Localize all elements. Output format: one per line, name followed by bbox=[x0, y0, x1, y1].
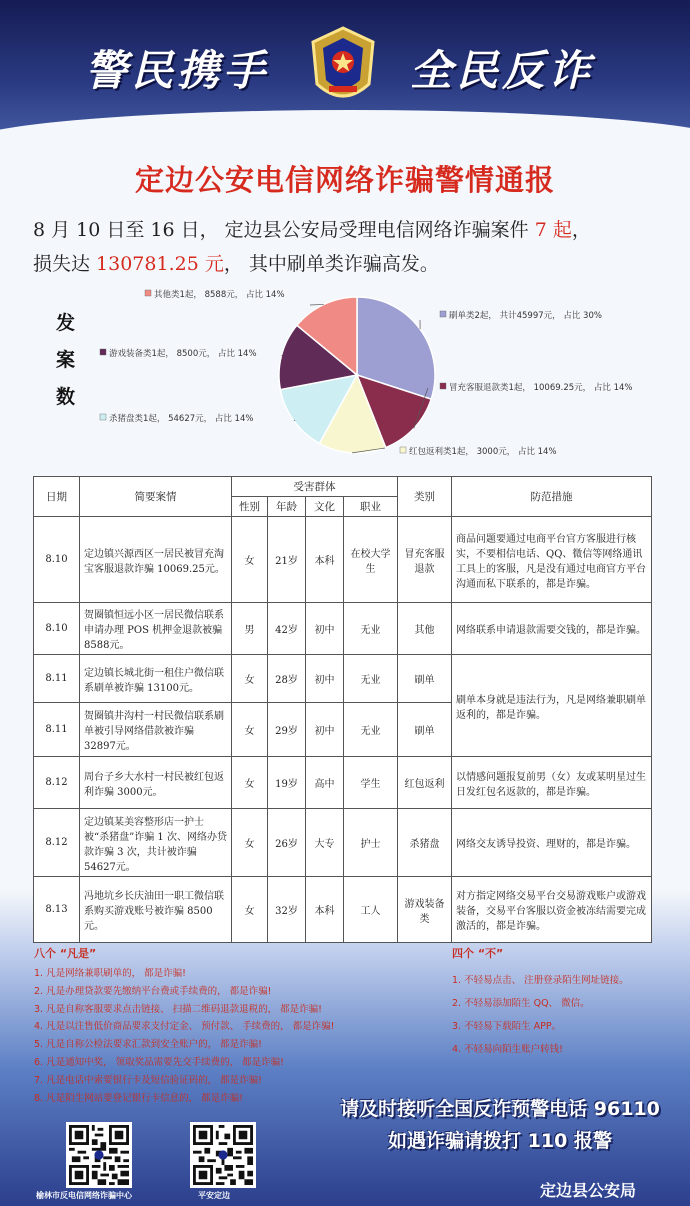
header-education: 文化 bbox=[306, 497, 344, 517]
cell-advice: 网络联系申请退款需要交钱的，都是诈骗。 bbox=[452, 603, 652, 655]
qr-caption-right: 平安定边 bbox=[198, 1191, 230, 1200]
eight-all-item: 1. 凡是网络兼职刷单的， 都是诈骗! bbox=[34, 968, 186, 979]
cell-advice: 网络交友诱导投资、理财的，都是诈骗。 bbox=[452, 809, 652, 877]
cell-date: 8.11 bbox=[34, 703, 80, 757]
header-gender: 性别 bbox=[232, 497, 268, 517]
eight-all-item: 7. 凡是电话中索要银行卡及短信验证码的， 都是诈骗! bbox=[34, 1074, 262, 1086]
cell-age: 32岁 bbox=[268, 877, 306, 943]
header-age: 年龄 bbox=[268, 497, 306, 517]
qr-code-right[interactable] bbox=[190, 1122, 256, 1188]
case-count-label bbox=[56, 305, 76, 416]
cell-category: 冒充客服退款 bbox=[398, 517, 452, 603]
eight-all-item: 8. 凡是陌生网站要登记银行卡信息的， 都是诈骗! bbox=[34, 1092, 243, 1104]
cell-age: 21岁 bbox=[268, 517, 306, 603]
cell-case: 定边镇兴源西区一居民被冒充淘宝客服退款诈骗 10069.25元。 bbox=[80, 517, 232, 603]
summary-text: ， 其中刷单类诈骗高发。 bbox=[223, 253, 439, 275]
cell-job: 在校大学生 bbox=[344, 517, 398, 603]
cell-gender: 女 bbox=[232, 517, 268, 603]
four-no-item: 3. 不轻易下载陌生 APP。 bbox=[452, 1021, 562, 1032]
summary-text: 损失达 bbox=[33, 253, 97, 275]
pie-legend-swatch bbox=[440, 383, 446, 389]
eight-all-item: 2. 凡是办理贷款要先缴纳平台费或手续费的， 都是诈骗! bbox=[34, 985, 272, 997]
cell-education: 本科 bbox=[306, 877, 344, 943]
cell-job: 无业 bbox=[344, 655, 398, 703]
qr-code-icon bbox=[193, 1125, 253, 1185]
table-row bbox=[34, 655, 652, 703]
four-no-section bbox=[452, 945, 672, 1061]
side-char: 数 bbox=[56, 386, 76, 408]
cell-category: 刷单 bbox=[398, 655, 452, 703]
slogan-right: 全民反诈 bbox=[410, 46, 595, 95]
cell-age: 28岁 bbox=[268, 655, 306, 703]
summary-text: ， bbox=[571, 219, 591, 241]
cell-date: 8.11 bbox=[34, 655, 80, 703]
summary-paragraph bbox=[33, 213, 663, 281]
table-row bbox=[34, 757, 652, 809]
cell-education: 本科 bbox=[306, 517, 344, 603]
cell-case: 定边镇长城北街一租住户微信联系刷单被诈骗 13100元。 bbox=[80, 655, 232, 703]
cell-job: 工人 bbox=[344, 877, 398, 943]
cell-date: 8.10 bbox=[34, 603, 80, 655]
cell-gender: 男 bbox=[232, 603, 268, 655]
cell-education: 大专 bbox=[306, 809, 344, 877]
cell-case: 周台子乡大水村一村民被红包返利诈骗 3000元。 bbox=[80, 757, 232, 809]
cell-category: 刷单 bbox=[398, 703, 452, 757]
cell-date: 8.10 bbox=[34, 517, 80, 603]
cell-case: 贺圈镇井沟村一村民微信联系刷单被引导网络借款被诈骗 32897元。 bbox=[80, 703, 232, 757]
pie-legend-swatch bbox=[440, 311, 446, 317]
agency-name: 定边县公安局 bbox=[540, 1181, 637, 1200]
qr-code-icon bbox=[69, 1125, 129, 1185]
cell-gender: 女 bbox=[232, 703, 268, 757]
cell-case: 贺圈镇恒远小区一居民微信联系申请办理 POS 机押金退款被骗 8588元。 bbox=[80, 603, 232, 655]
police-emblem-icon bbox=[303, 22, 383, 112]
table-row bbox=[34, 877, 652, 943]
eight-all-item: 5. 凡是自称公检法要求汇款到安全账户的， 都是诈骗! bbox=[34, 1039, 262, 1051]
cell-job: 学生 bbox=[344, 757, 398, 809]
cell-gender: 女 bbox=[232, 809, 268, 877]
case-count: 7 起 bbox=[534, 219, 572, 241]
cell-education: 初中 bbox=[306, 655, 344, 703]
eight-all-section bbox=[34, 945, 424, 1107]
cell-age: 26岁 bbox=[268, 809, 306, 877]
pie-slice-label: 刷单类2起， 共计45997元， 占比 30% bbox=[449, 311, 602, 321]
cell-job: 无业 bbox=[344, 603, 398, 655]
cell-age: 19岁 bbox=[268, 757, 306, 809]
cell-date: 8.12 bbox=[34, 757, 80, 809]
cell-category: 游戏装备类 bbox=[398, 877, 452, 943]
cell-date: 8.13 bbox=[34, 877, 80, 943]
cell-gender: 女 bbox=[232, 655, 268, 703]
cell-gender: 女 bbox=[232, 757, 268, 809]
header-victim: 受害群体 bbox=[232, 477, 398, 497]
four-no-item: 2. 不轻易添加陌生 QQ、 微信。 bbox=[452, 998, 590, 1009]
four-no-item: 1. 不轻易点击、 注册登录陌生网址链接。 bbox=[452, 975, 629, 986]
header-case: 简要案情 bbox=[80, 477, 232, 517]
four-no-item: 4. 不轻易向陌生账户转钱! bbox=[452, 1044, 563, 1055]
cell-advice: 以情感问题报复前男（女）友或某明星过生日发红包名返款的，都是诈骗。 bbox=[452, 757, 652, 809]
pie-slice-label: 杀猪盘类1起， 54627元， 占比 14% bbox=[109, 414, 254, 424]
cell-advice: 商品问题要通过电商平台官方客服进行核实，不要相信电话、QQ、微信等网络通讯工具上的客服，凡是没有通过电商官方平台沟通而私下联系的，都是诈骗。 bbox=[452, 517, 652, 603]
header-date: 日期 bbox=[34, 477, 80, 517]
table-row bbox=[34, 603, 652, 655]
cell-gender: 女 bbox=[232, 877, 268, 943]
header-advice: 防范措施 bbox=[452, 477, 652, 517]
hotline-96110: 请及时接听全国反诈预警电话 96110 bbox=[340, 1098, 660, 1120]
four-no-heading: 四个 “不” bbox=[452, 947, 504, 960]
cell-category: 红包返利 bbox=[398, 757, 452, 809]
qr-caption-left: 榆林市反电信网络诈骗中心 bbox=[36, 1191, 132, 1200]
cell-age: 29岁 bbox=[268, 703, 306, 757]
summary-text: 8 月 10 日至 16 日， 定边县公安局受理电信网络诈骗案件 bbox=[33, 219, 535, 241]
cell-advice: 对方指定网络交易平台交易游戏账户或游戏装备，交易平台客服以资金被冻结需要完成激活的，都是诈骗。 bbox=[452, 877, 652, 943]
slogan-left: 警民携手 bbox=[85, 46, 270, 95]
pie-slice-label: 红包返利类1起， 3000元， 占比 14% bbox=[409, 447, 557, 457]
header-category: 类别 bbox=[398, 477, 452, 517]
side-char: 发 bbox=[56, 312, 76, 334]
eight-all-item: 4. 凡是以注售低价商品要求支付定金、 预付款、 手续费的， 都是诈骗! bbox=[34, 1021, 335, 1033]
cell-job: 无业 bbox=[344, 703, 398, 757]
case-pie-chart bbox=[95, 280, 655, 470]
cell-advice: 刷单本身就是违法行为，凡是网络兼职刷单返利的，都是诈骗。 bbox=[452, 655, 652, 757]
side-char: 案 bbox=[56, 349, 76, 371]
hotline-block bbox=[330, 1093, 670, 1157]
pie-slice-label: 冒充客服退款类1起， 10069.25元， 占比 14% bbox=[449, 383, 633, 393]
cell-category: 杀猪盘 bbox=[398, 809, 452, 877]
eight-all-heading: 八个 “凡是” bbox=[34, 947, 97, 960]
loss-amount: 130781.25 元 bbox=[96, 253, 224, 275]
table-row bbox=[34, 517, 652, 603]
pie-legend-swatch bbox=[400, 447, 406, 453]
case-table bbox=[33, 476, 652, 943]
cell-case: 定边镇某美容整形店一护士被“杀猪盘”诈骗 1 次、网络办贷款诈骗 3 次，共计被诈骗 54627元。 bbox=[80, 809, 232, 877]
pie-slice-label: 其他类1起， 8588元， 占比 14% bbox=[154, 290, 285, 300]
qr-code-left[interactable] bbox=[66, 1122, 132, 1188]
cell-education: 高中 bbox=[306, 757, 344, 809]
eight-all-item: 6. 凡是通知中奖， 领取奖品需要先交手续费的， 都是诈骗! bbox=[34, 1056, 284, 1068]
cell-case: 冯地坑乡长庆油田一职工微信联系购买游戏账号被诈骗 8500元。 bbox=[80, 877, 232, 943]
pie-slice-label: 游戏装备类1起， 8500元， 占比 14% bbox=[109, 349, 257, 359]
cell-age: 42岁 bbox=[268, 603, 306, 655]
cell-category: 其他 bbox=[398, 603, 452, 655]
cell-education: 初中 bbox=[306, 703, 344, 757]
cell-job: 护士 bbox=[344, 809, 398, 877]
pie-legend-swatch bbox=[100, 349, 106, 355]
hotline-110: 如遇诈骗请拨打 110 报警 bbox=[388, 1130, 612, 1152]
eight-all-item: 3. 凡是自称客服要求点击链接、 扫描二维码退款退税的， 都是诈骗! bbox=[34, 1003, 322, 1015]
cell-date: 8.12 bbox=[34, 809, 80, 877]
cell-education: 初中 bbox=[306, 603, 344, 655]
page-title: 定边公安电信网络诈骗警情通报 bbox=[134, 163, 555, 197]
table-row bbox=[34, 809, 652, 877]
header-job: 职业 bbox=[344, 497, 398, 517]
pie-legend-swatch bbox=[100, 414, 106, 420]
pie-legend-swatch bbox=[145, 290, 151, 296]
